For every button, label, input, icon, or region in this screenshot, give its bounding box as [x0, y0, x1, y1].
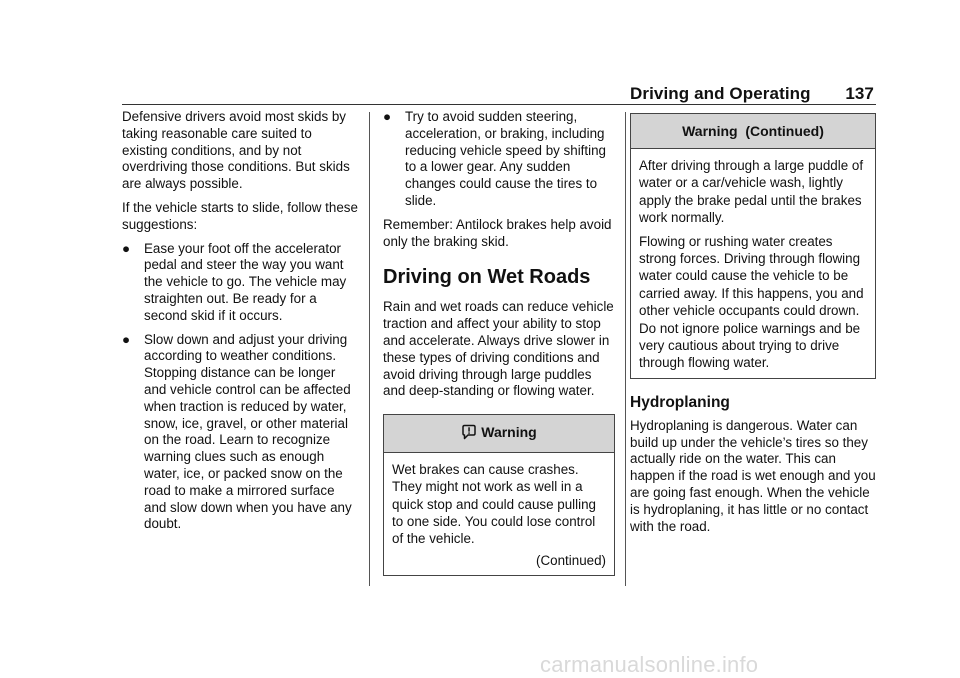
- list-item-text: Slow down and adjust your driving according to weather conditions. Stopping distance can be longer and vehicle control can be affected when traction is reduced by water, snow, ice, gravel, or other material on the road. Learn to recognize warning clues such as enough water, ice, or packed snow on the road to make a mirrored surface and slow down when you have any doubt.: [144, 331, 352, 532]
- column-divider: [369, 112, 370, 586]
- warning-box: [383, 414, 615, 576]
- warning-header: Warning (Continued): [631, 114, 875, 149]
- warning-text: Wet brakes can cause crashes. They might not work as well in a quick stop and could cause pulling to one side. You could lose control of the vehicle.: [392, 462, 596, 547]
- column-3: [630, 113, 876, 542]
- warning-body: [384, 453, 614, 575]
- page-number: 137: [845, 84, 874, 103]
- warning-box-continued: [630, 113, 876, 379]
- bullet-icon: ●: [383, 109, 392, 124]
- subsection-heading: Hydroplaning: [630, 393, 730, 411]
- column-1: [122, 109, 358, 540]
- paragraph: Defensive drivers avoid most skids by taking reasonable care suited to existing conditions, and by not overdriving those conditions. But skids are always possible.: [122, 109, 350, 192]
- warning-header: [384, 415, 614, 453]
- watermark: carmanualsonline.info: [540, 652, 759, 677]
- list-item: [122, 332, 358, 534]
- paragraph: Rain and wet roads can reduce vehicle traction and affect your ability to stop and accelerate. Always drive slower in these types of driving conditions and avoid driving through large puddles and deep-standing or flowing water.: [383, 299, 614, 399]
- paragraph: If the vehicle starts to slide, follow these suggestions:: [122, 199, 358, 232]
- continued-label: (Continued): [536, 552, 606, 568]
- paragraph: Hydroplaning is dangerous. Water can build up under the vehicle’s tires so they actually ride on the water. This can happen if the road is wet enough and you are going fast enough. When the vehicle is hydroplaning, it has little or no contact with the road.: [630, 417, 876, 534]
- column-2: [383, 109, 615, 576]
- bullet-icon: ●: [122, 331, 131, 347]
- section-title: Driving and Operating: [630, 84, 811, 103]
- bullet-icon: ●: [122, 240, 131, 256]
- warning-body: [631, 149, 875, 378]
- warning-icon: [461, 424, 477, 444]
- section-heading: Driving on Wet Roads: [383, 266, 591, 289]
- warning-title: Warning: [481, 424, 537, 441]
- list-item-text: Ease your foot off the accelerator pedal and steer the way you want the vehicle to go. The vehicle may straighten out. Be ready for a second skid if it occurs.: [144, 240, 347, 323]
- list-item-text: Try to avoid sudden steering, acceleration, or braking, including reducing vehicle speed by shifting to a lower gear. Any sudden changes could cause the tires to slide.: [405, 109, 606, 208]
- list-item: [383, 109, 615, 210]
- list-item: [122, 241, 358, 325]
- paragraph: Remember: Antilock brakes help avoid only the braking skid.: [383, 216, 612, 249]
- header-rule: [122, 104, 876, 105]
- warning-text: After driving through a large puddle of water or a car/vehicle wash, lightly apply the brake pedal until the brakes work normally.: [639, 158, 864, 226]
- warning-text: Flowing or rushing water creates strong forces. Driving through flowing water could cause the vehicle to be carried away. If this happens, you and other vehicle occupants could drown. Do not ignore police warnings and be very cautious about trying to drive through flowing water.: [639, 233, 864, 371]
- column-divider: [625, 112, 626, 586]
